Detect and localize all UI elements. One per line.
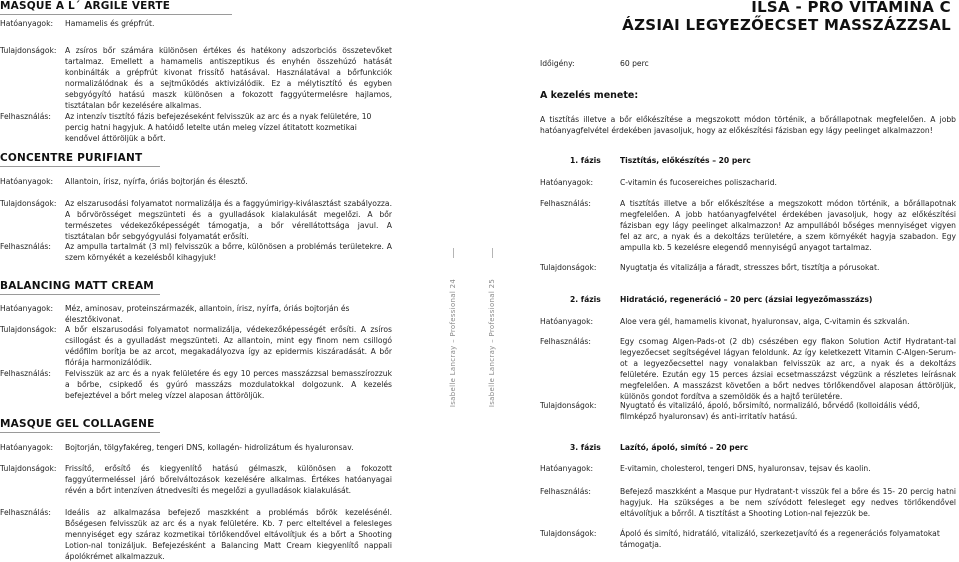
section-divider xyxy=(0,14,232,15)
value-hatoanyag: Hamamelis és grépfrút. xyxy=(65,19,155,28)
label-felhasznalas: Felhasználás: xyxy=(0,242,51,251)
phase-2-title: Hidratáció, regeneráció – 20 perc (ázsiai legyezőmasszázs) xyxy=(620,295,873,304)
value-tulajdonsag: A bőr elszarusodási folyamatot normalizálja, védekezőképességét erősíti. A zsíros csillogást és a gyulladást megszünteti. Az allantoin, mint egy finom nem csillogó védőfilm borítja be az arcot, megakadályozva így az epidermis kiszáradását. A bőr flórája harmonizálódik. xyxy=(65,325,392,367)
label-felhasznalas: Felhasználás: xyxy=(0,508,51,517)
section-divider xyxy=(0,432,160,433)
value-hatoanyag: C-vitamin és fucosereiches poliszacharid. xyxy=(620,178,777,187)
section-divider xyxy=(0,166,160,167)
vertical-footer-left: Isabelle Lancray – Professional 24 xyxy=(449,278,457,408)
label-idoigeny: Időigény: xyxy=(540,59,575,68)
section-title-masque-gel: MASQUE GEL COLLAGENE xyxy=(0,418,155,430)
value-hatoanyag: E-vitamin, cholesterol, tengeri DNS, hyaluronsav, tejsav és kaolin. xyxy=(620,464,871,473)
label-tulajdonsag: Tulajdonságok: xyxy=(0,325,57,334)
phase-3-number: 3. fázis xyxy=(570,443,601,452)
section-title-balancing: BALANCING MATT CREAM xyxy=(0,280,154,292)
value-felhasznalas: Az intenzív tisztító fázis befejezéseként felvisszük az arc és a nyak felületére, 10 percig hatni hagyjuk. A hatóidő letelte után meleg vízzel átitatott kozmetikai kendővel áttöröljük a bőrt. xyxy=(65,112,372,143)
label-tulajdonsag: Tulajdonságok: xyxy=(0,464,57,473)
value-felhasznalas: Ideális az alkalmazása befejező maszkként a problémás bőrök kezelésénél. Bőségesen felvisszük az arc és a nyak felületére. Kb. 7 perc elteltével a felesleges mennyiséget egy száraz kozmetikai törlőkendővel eltávolítjuk és a bőrt a Shooting Lotion-nal tonizáljuk. Befejezésként a Balancing Matt Cream kiegyenlítő nappali ápolókrémet alkalmazzuk. xyxy=(65,508,392,561)
page-title: ILSA - PRO VITAMINA C xyxy=(751,0,951,16)
label-tulajdonsag: Tulajdonságok: xyxy=(540,401,597,410)
value-hatoanyag: Allantoin, írisz, nyírfa, óriás bojtorján és élesztő. xyxy=(65,177,248,186)
phase-3-title: Lazító, ápoló, simító – 20 perc xyxy=(620,443,749,452)
value-idoigeny: 60 perc xyxy=(620,59,649,68)
vertical-mark xyxy=(453,248,454,258)
label-hatoanyag: Hatóanyagok: xyxy=(0,443,54,452)
value-felhasznalas: A tisztítás illetve a bőr előkészítése a megszokott módon történik, a bőrállapotnak megfelelően. A jobb hatóanyagfelvétel érdekében javasoljuk, hogy az előkészítési fázisban egy lágy peelinget alkalmazzon! Az ampullából bőséges mennyiséget vigyen fel az arc, a nyak és a dekoltázs területére, a szem környékét hagyja szabadon. Egy ampulla kb. 5 kezelésre elegendő mennyiségű anyagot tartalmaz. xyxy=(620,199,956,252)
value-hatoanyag: Aloe vera gél, hamamelis kivonat, hyaluronsav, alga, C-vitamin és szkvalán. xyxy=(620,317,910,326)
vertical-footer-right: Isabelle Lancray – Professional 25 xyxy=(488,278,496,408)
phase-2-number: 2. fázis xyxy=(570,295,601,304)
phase-1-number: 1. fázis xyxy=(570,156,601,165)
label-tulajdonsag: Tulajdonságok: xyxy=(0,199,57,208)
right-page xyxy=(480,0,959,550)
section-divider xyxy=(0,294,160,295)
value-hatoanyag: Bojtorján, tölgyfakéreg, tengeri DNS, kollagén- hidrolizátum és hyaluronsav. xyxy=(65,443,354,452)
label-hatoanyag: Hatóanyagok: xyxy=(540,317,594,326)
label-felhasznalas: Felhasználás: xyxy=(0,369,51,378)
value-tulajdonsag: Az elszarusodási folyamatot normalizálja és a faggyúmirigy-kiválasztást szabályozza. A bőrvörösséget megszünteti és a gyulladások kialakulását megelőzi. A bőr természetes védekezőképességét támogatja, a bőr vérellátottsága javul. A tisztátalan bőr sebgyógyulási folyamatát erősíti. xyxy=(65,199,392,241)
value-hatoanyag: Méz, aminosav, proteinszármazék, allantoin, írisz, nyírfa, óriás bojtorján és élesztőkivonat. xyxy=(65,304,350,324)
value-tulajdonsag: Ápoló és simító, hidratáló, vitalizáló, szerkezetjavító és a regenerációs folyamatokat támogatja. xyxy=(620,529,940,549)
value-felhasznalas: Az ampulla tartalmát (3 ml) felvisszük a bőrre, különösen a problémás területekre. A szem környékét a kezelésből kihagyjuk! xyxy=(65,242,392,262)
phase-1-title: Tisztítás, előkészítés – 20 perc xyxy=(620,156,751,165)
label-hatoanyag: Hatóanyagok: xyxy=(540,464,594,473)
label-hatoanyag: Hatóanyagok: xyxy=(0,304,54,313)
section-title-masque-argile: MASQUE A L´ ARGILE VERTE xyxy=(0,0,171,12)
value-tulajdonsag: A zsíros bőr számára különösen értékes és hatékony adszorbciós összetevőket tartalmaz. Emellett a hamamelis antiszeptikus és enyhén összehúzó hatását konbinálták a grépfrút kivonat frissítő hatásával. Használatával a bőrfunkciók normalizálódnak és a sejtműködés aktivizálódik. Ez a mélytisztító és egyben sebgyógyító hatású maszk különösen a fokozott faggyútermelésre hajlamos, tisztátalan bőr kezelésére alkalmas. xyxy=(65,46,392,110)
value-felhasznalas: Egy csomag Algen-Pads-ot (2 db) csészében egy flakon Solution Actif Hydratant-tal legyezőecset segítségével lágyan feloldunk. Az így keletkezett Vitamin C-Algen-Serum-ot a legyezőecsettel nagy vonalakban felvisszük az arc, a nyak és a dekoltázs felületére. Ezután egy 15 perces ázsiai ecsetmasszázst végzünk a részletes leírásnak megfelelően. A masszázst követően a bőrt nedves törlőkendővel alaposan áttöröljük, különös gondot fordítva a szemöldök és a hajtő területére. xyxy=(620,337,956,401)
value-tulajdonsag: Nyugtatja és vitalizálja a fáradt, stresszes bőrt, tisztítja a pórusokat. xyxy=(620,263,880,272)
label-tulajdonsag: Tulajdonságok: xyxy=(540,529,597,538)
label-hatoanyag: Hatóanyagok: xyxy=(0,19,54,28)
label-felhasznalas: Felhasználás: xyxy=(540,199,591,208)
label-felhasznalas: Felhasználás: xyxy=(540,337,591,346)
label-felhasznalas: Felhasználás: xyxy=(0,112,51,121)
label-felhasznalas: Felhasználás: xyxy=(540,487,591,496)
heading-kezeles-menete: A kezelés menete: xyxy=(540,90,639,101)
vertical-mark xyxy=(492,248,493,258)
label-hatoanyag: Hatóanyagok: xyxy=(0,177,54,186)
value-tulajdonsag: Frissítő, erősítő és kiegyenlítő hatású gélmaszk, különösen a fokozott faggyútermeléssel járó bőrelváltozások kezelésére alkalmas. Értékes hatóanyagai révén a bőrt intenzíven átnedvesíti és megelőzi a gyulladások kialakulását. xyxy=(65,464,392,495)
label-tulajdonsag: Tulajdonságok: xyxy=(0,46,57,55)
value-felhasznalas: Felvisszük az arc és a nyak felületére és egy 10 perces masszázzsal bemasszírozzuk a bőrbe, csipkedő és gyúró masszázs mozdulatokkal dolgozunk. A kezelés befejeztével a bőrt meleg vízzel alaposan áttöröljük. xyxy=(65,369,392,400)
section-title-concentre: CONCENTRE PURIFIANT xyxy=(0,152,143,164)
value-tulajdonsag: Nyugtató és vitalizáló, ápoló, bőrsimító, normalizáló, bőrvédő (kolloidális védő, filmképző hyaluronsav) és anti-irritatív hatású. xyxy=(620,401,920,421)
value-felhasznalas: Befejező maszkként a Masque pur Hydratant-t visszük fel a bőre és 15- 20 percig hatni hagyjuk. Ha szükséges a be nem szívódott felesleget egy nedves törlőkendővel eltávolítjuk a bőrről. A tisztítást a Shooting Lotion-nal fejezzük be. xyxy=(620,487,956,518)
page-subtitle: ÁZSIAI LEGYEZŐECSET MASSZÁZZSAL xyxy=(622,16,951,34)
value-kezeles-menete: A tisztítás illetve a bőr előkészítése a megszokott módon történik, a bőrállapotnak megfelelően. A jobb hatóanyagfelvétel érdekében javasoljuk, hogy az előkészítési fázisban egy lágy peelinget alkalmazzon! xyxy=(540,115,956,135)
label-hatoanyag: Hatóanyagok: xyxy=(540,178,594,187)
label-tulajdonsag: Tulajdonságok: xyxy=(540,263,597,272)
left-page xyxy=(0,0,479,561)
